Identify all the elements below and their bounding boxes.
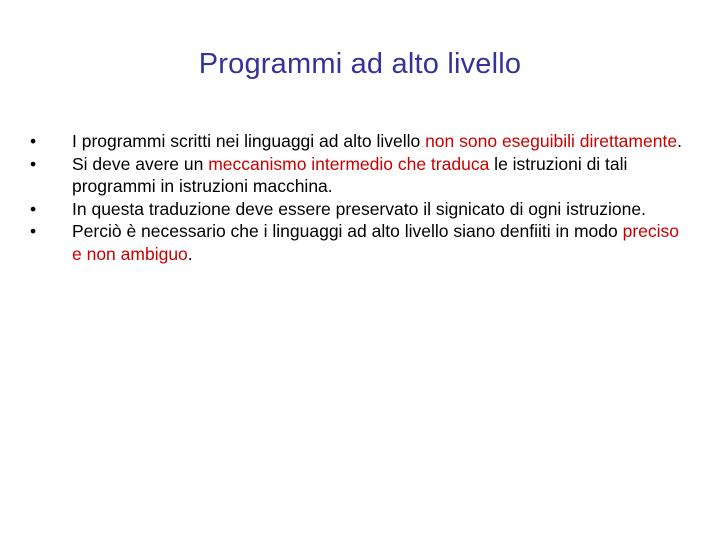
bullet-text-end: . — [187, 243, 193, 264]
highlighted-text: preciso e non ambiguo — [72, 221, 680, 264]
bullet-item-2 — [30, 153, 690, 198]
bullet-text: Si deve avere un — [72, 153, 209, 174]
bullet-text: Perciò è necessario che i linguaggi ad alto livello siano denfiiti in modo — [72, 221, 623, 241]
bullet-marker: • — [30, 153, 37, 174]
bullet-text-end: le istruzioni di tali programmi in istruzioni macchina. — [72, 153, 628, 196]
slide-title: Programmi ad alto livello — [198, 48, 522, 80]
bullet-marker: • — [30, 131, 37, 151]
bullet-marker: • — [30, 221, 37, 241]
bullet-text: I programmi scritti nei linguaggi ad alto livello — [72, 131, 426, 151]
bullet-marker: • — [30, 198, 37, 219]
bullet-item-3 — [30, 198, 690, 221]
bullet-item-4 — [30, 220, 690, 265]
bullet-text: In questa traduzione deve essere preservato il signicato di ogni istruzione. — [72, 198, 646, 219]
bullet-text-end: . — [677, 131, 682, 151]
bullet-item-1 — [30, 130, 690, 153]
bullet-list — [30, 130, 690, 265]
highlighted-text: non sono eseguibili direttamente — [425, 131, 678, 151]
highlighted-text: meccanismo intermedio che traduca — [208, 153, 490, 174]
